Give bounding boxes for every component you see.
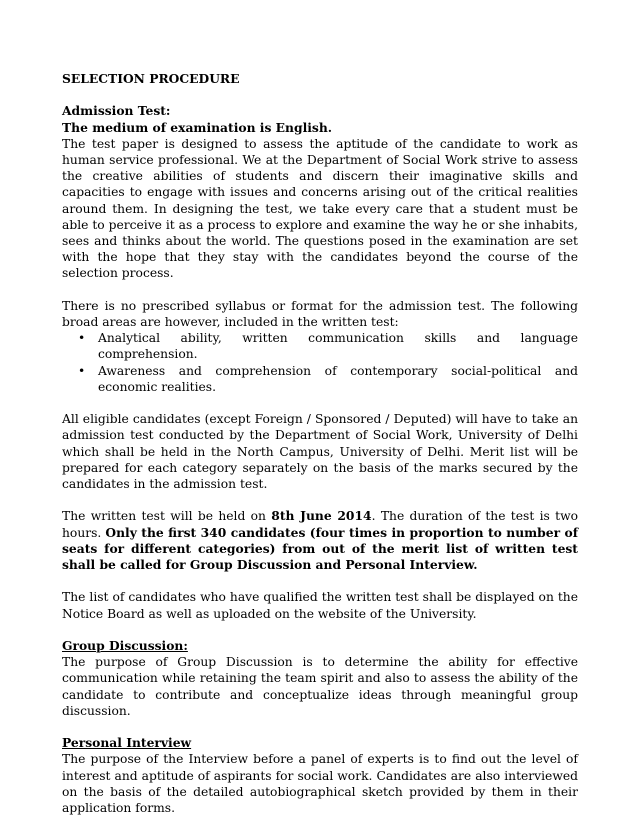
test-duration: . The duration of the test is two hours.	[62, 509, 578, 540]
admission-test-heading: Admission Test:	[62, 103, 171, 119]
admission-test-paragraph: The test paper is designed to assess the aptitude of the candidate to work as human service professional. We at the Department of Social Work strive to assess the creative abilities of students and discern their imaginative skills and capacities to engage with issues and concerns arising out of the critical realities around them. In designing the test, we take every care that a student must be able to perceive it as a process to explore and examine the way he or she inhabits, sees and thinks about the world. The questions posed in the examination are set with the hope that they stay with the candidates beyond the course of the selection process.	[62, 136, 578, 281]
syllabus-section	[62, 298, 578, 395]
personal-interview-paragraph: The purpose of the Interview before a panel of experts is to find out the level of interest and aptitude of aspirants for social work. Candidates are also interviewed on the basis of the detailed autobiographical sketch provided by them in their application forms.	[62, 752, 578, 816]
bullet-icon: •	[78, 363, 86, 378]
group-discussion-heading: Group Discussion:	[62, 638, 188, 654]
personal-interview-heading: Personal Interview	[62, 735, 192, 751]
list-item-text: Analytical ability, written communication skills and language comprehension.	[98, 331, 578, 362]
written-test-intro: The written test will be held on	[62, 509, 272, 524]
list-item	[78, 330, 578, 362]
eligibility-paragraph: All eligible candidates (except Foreign / Sponsored / Deputed) will have to take an admission test conducted by the Department of Social Work, University of Delhi which shall be held in the North Campus, University of Delhi. Merit list will be prepared for each category separately on the basis of the marks secured by the candidates in the admission test.	[62, 412, 578, 492]
list-item-text: Awareness and comprehension of contemporary social-political and economic realities.	[98, 363, 578, 394]
bullet-icon: •	[78, 331, 86, 346]
syllabus-list	[62, 330, 578, 395]
notice-paragraph: The list of candidates who have qualified the written test shall be displayed on the Notice Board as well as uploaded on the website of the University.	[62, 590, 578, 621]
group-discussion-section	[62, 638, 578, 719]
list-item	[78, 363, 578, 395]
group-discussion-paragraph: The purpose of Group Discussion is to determine the ability for effective communication while retaining the team spirit and also to assess the ability of the candidate to contribute and conceptualize ideas through meaningful group discussion.	[62, 655, 578, 718]
test-date: 8th June 2014	[271, 508, 372, 524]
written-test-paragraph	[62, 508, 578, 573]
personal-interview-section	[62, 735, 578, 816]
shortlist-statement: Only the first 340 candidates (four times in proportion to number of seats for different categories) from out of the merit list of written test shall be called for Group Discussion and Personal Interview.	[62, 524, 579, 573]
document-page	[62, 71, 578, 816]
page-title: SELECTION PROCEDURE	[62, 71, 240, 86]
syllabus-intro: There is no prescribed syllabus or format for the admission test. The following broad areas are however, included in the written test:	[62, 298, 578, 330]
medium-statement: The medium of examination is English.	[62, 119, 333, 135]
